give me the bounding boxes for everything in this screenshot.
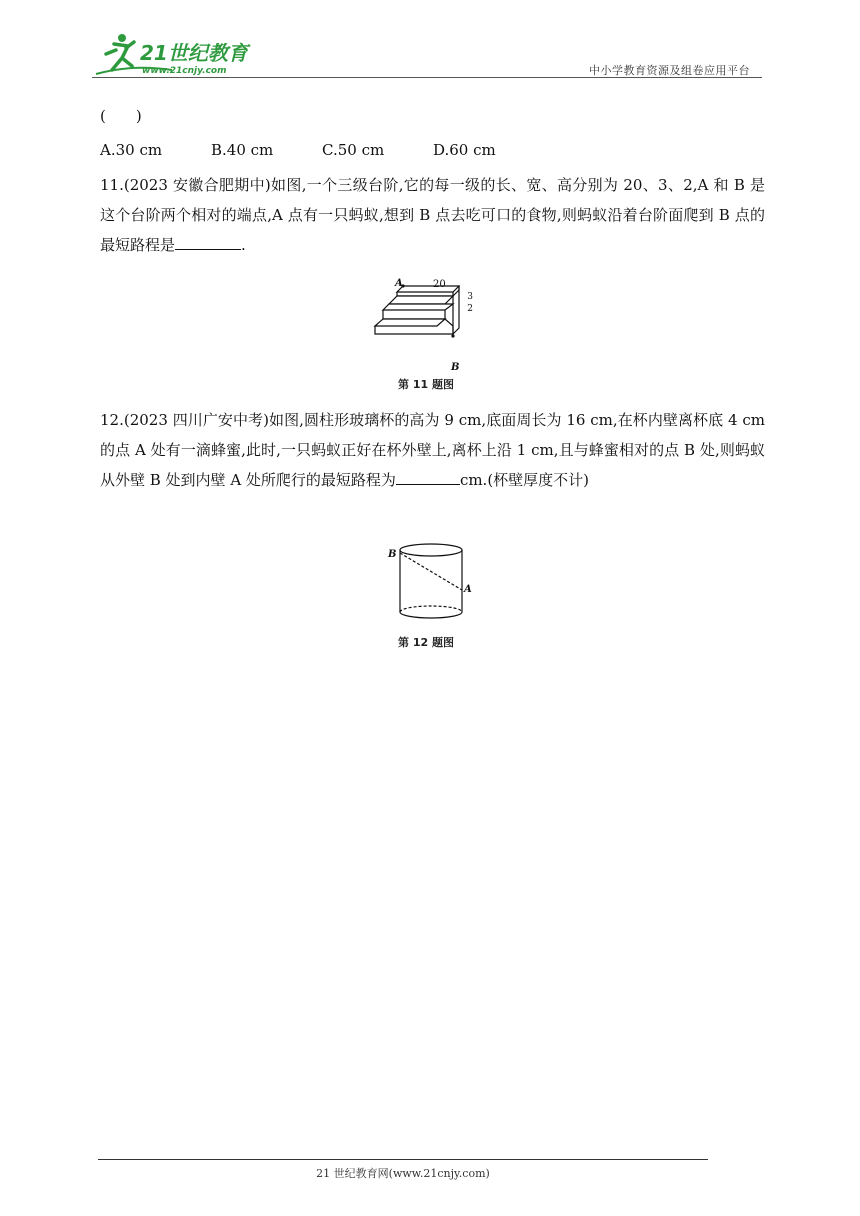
option-a: A.30 cm: [100, 141, 163, 159]
option-c: C.50 cm: [322, 141, 385, 159]
label-a: A: [395, 278, 403, 289]
option-d: D.60 cm: [433, 141, 496, 159]
header-divider: [92, 77, 762, 78]
logo: [92, 30, 262, 78]
header-platform-text: 中小学教育资源及组卷应用平台: [589, 64, 750, 77]
label-width: 3: [467, 292, 473, 302]
question11-stem: 11.(2023 安徽合肥期中)如图,一个三级台阶,它的每一级的长、宽、高分别为 20、3、2,A 和 B 是这个台阶两个相对的端点,A 点有一只蚂蚁,想到 B 点去吃可口的食物,则蚂蚁沿着台阶面爬到 B 点的最短路程是: [100, 176, 765, 254]
label-a: A: [464, 584, 472, 595]
question12-stem: 12.(2023 四川广安中考)如图,圆柱形玻璃杯的高为 9 cm,底面周长为 16 cm,在杯内壁离杯底 4 cm 的点 A 处有一滴蜂蜜,此时,一只蚂蚁正好在杯外壁上,离杯上沿 1 cm,且与蜂蜜相对的点 B 处,则蚂蚁从外壁 B 处到内壁 A 处所爬行的最短路程为: [100, 411, 765, 489]
cylinder-figure: [385, 540, 480, 628]
footer-divider: [98, 1159, 708, 1160]
label-b: B: [451, 362, 460, 372]
question10-answer-paren: ( ): [100, 107, 142, 125]
answer-blank[interactable]: [175, 231, 241, 250]
question10-options: [100, 135, 544, 165]
page-header: [92, 30, 762, 80]
figure12-caption: 第 12 题图: [398, 636, 454, 649]
label-b: B: [388, 549, 397, 560]
figure11-caption: 第 11 题图: [398, 378, 454, 391]
question12-end: cm.(杯壁厚度不计): [459, 471, 590, 489]
option-b: B.40 cm: [211, 141, 274, 159]
footer-text[interactable]: 21 世纪教育网(www.21cnjy.com): [316, 1167, 490, 1180]
label-height: 2: [467, 304, 473, 314]
question11-end: .: [241, 236, 246, 254]
staircase-figure: [365, 274, 475, 372]
question12-text: [100, 405, 765, 495]
question11-text: [100, 170, 765, 260]
label-length: 20: [433, 279, 446, 290]
logo-text: 21世纪教育: [140, 41, 248, 65]
logo-url: www.21cnjy.com: [142, 66, 227, 76]
answer-blank[interactable]: [396, 466, 460, 485]
